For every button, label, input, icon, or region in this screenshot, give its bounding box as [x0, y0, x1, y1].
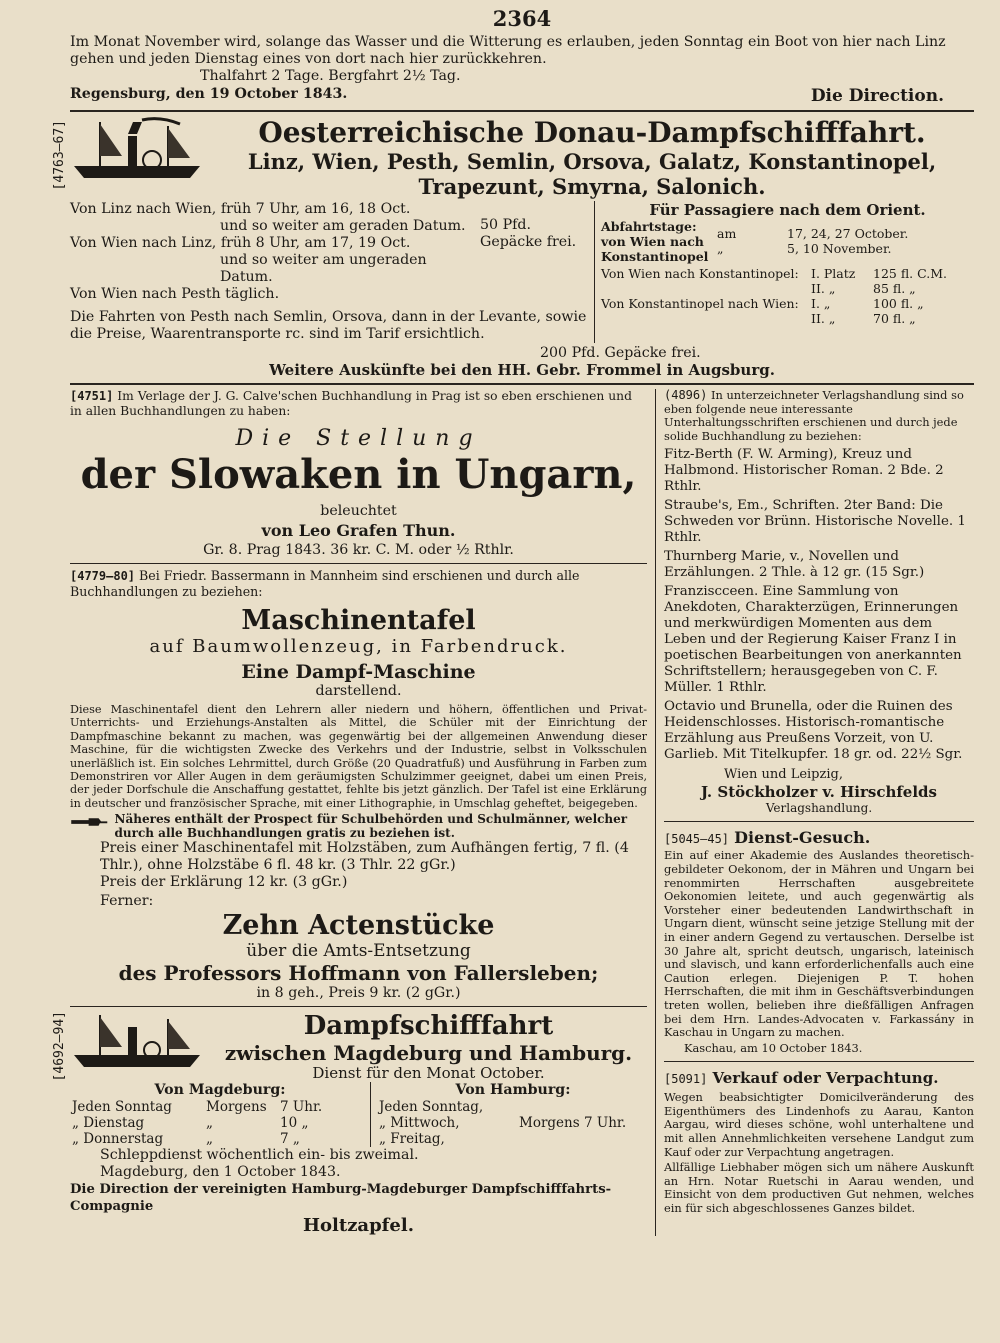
- divider: [70, 110, 974, 112]
- dienst-body: Ein auf einer Akademie des Auslandes theoretisch-gebildeter Oekonom, der in Mähren und Ungarn bei renommirten Herrschaften ausgebreitete Oekonomien leitete, und auch gegenwärtig als Vorsteher einer bedeutenden Landwirthschaft in Ungarn dient, wünscht seine jetzige Stellung mit der in einer andern Gegend zu vertauschen. Derselbe ist 30 Jahre alt, spricht deutsch, ungarisch, lateinisch und slavisch, und kann erforderlichenfalls auch eine Caution erlegen. Diejenigen P. T. hohen Herrschaften, die mit ihm in Geschäftsverbindungen treten wollen, belieben ihre dießfälligen Anfragen bei dem Hrn. Landes-Advocaten v. Farkassány in Kaschau in Ungarn zu machen.: [664, 848, 974, 1040]
- list-item: Fitz-Berth (F. W. Arming), Kreuz und Halbmond. Historischer Roman. 2 Bde. 2 Rthlr.: [664, 447, 944, 495]
- donau-price-label-1: Von Wien nach Konstantinopel:: [601, 266, 799, 281]
- regensburg-place-date: Regensburg, den 19 October 1843.: [70, 86, 348, 102]
- bassermann-prospect: Näheres enthält der Prospect für Schulbehörden und Schulmänner, welcher durch alle Buchhandlungen gratis zu beziehen ist.: [114, 812, 628, 840]
- donau-baggage-orient: 200 Pfd. Gepäcke frei.: [540, 345, 701, 361]
- left-column: [52, 389, 656, 1237]
- donau-route-2: Trapezunt, Smyrna, Salonich.: [418, 174, 766, 199]
- stockholzer-ref: (4896): [664, 388, 708, 402]
- calve-ref: [4751]: [70, 389, 114, 403]
- magdeburg-md-table: [70, 1099, 324, 1147]
- divider: [70, 1006, 647, 1007]
- magdeburg-title: Dampfschifffahrt: [303, 1011, 554, 1042]
- donau-wien-linz: Von Wien nach Linz, früh 8 Uhr, am 17, 19 Oct.: [70, 235, 411, 251]
- regensburg-notice: Im Monat November wird, solange das Wasser und die Witterung es erlauben, jeden Sonntag ein Boot von hier nach Linz gehen und jeden Dienstag eines von dort nach hier zurückkehren.: [70, 34, 946, 67]
- stockholzer-sign-2: Verlagshandlung.: [765, 801, 873, 816]
- donau-price-class: II. „: [811, 281, 836, 296]
- table-row: „ Donnerstag „ 7 „: [72, 1131, 300, 1148]
- donau-price-class: I. Platz: [811, 266, 856, 281]
- divider: [70, 383, 974, 385]
- donau-title: Oesterreichische Donau-Dampfschifffahrt.: [258, 116, 926, 149]
- magdeburg-route: zwischen Magdeburg und Hamburg.: [224, 1041, 633, 1066]
- calve-title-1: Die Stellung: [235, 426, 482, 451]
- donau-price-value: 125 fl. C.M.: [873, 266, 947, 281]
- donau-dep-am: am: [717, 226, 737, 241]
- divider: [70, 563, 647, 564]
- list-item: Thurnberg Marie, v., Novellen und Erzählungen. 2 Thle. à 12 gr. (15 Sgr.): [664, 549, 925, 581]
- steamship-icon: [70, 1011, 210, 1073]
- donau-linz-wien-2: und so weiter am geraden Datum.: [220, 218, 466, 234]
- donau-wien-linz-2: und so weiter am ungeraden Datum.: [220, 252, 427, 285]
- list-item: Franziscceen. Eine Sammlung von Anekdoten, Charakterzügen, Erinnerungen und merkwürdigen Momenten aus dem Leben und der Regierung Kaiser Franz I in poetischen Bearbeitungen von anerkannten Schriftstellern; herausgegeben von C. F. Müller. 1 Rthlr.: [664, 584, 962, 696]
- list-item: Octavio und Brunella, oder die Ruinen des Heidenschlosses. Historisch-romantische Erzählung aus Preußens Vorzeit, von U. Garlieb. Mit Titelkupfer. 18 gr. od. 22½ Sgr.: [664, 699, 963, 763]
- magdeburg-company: Die Direction der vereinigten Hamburg-Magdeburger Dampfschifffahrts-Compagnie: [70, 1182, 612, 1215]
- donau-dep-label-2: von Wien nach: [601, 234, 704, 249]
- magdeburg-ref: [4692—94]: [52, 1011, 67, 1082]
- donau-price-value: 100 fl. „: [873, 296, 924, 311]
- donau-dep-date-2: 5, 10 November.: [787, 241, 892, 256]
- donau-orient-title: Für Passagiere nach dem Orient.: [649, 201, 926, 219]
- donau-dep-date-1: 17, 24, 27 October.: [787, 226, 909, 241]
- donau-route-1: Linz, Wien, Pesth, Semlin, Orsova, Galatz, Konstantinopel,: [247, 149, 937, 174]
- donau-price-value: 85 fl. „: [873, 281, 916, 296]
- donau-dep-label-1: Abfahrtstage:: [601, 219, 697, 234]
- magdeburg-hh-day: „ Mittwoch,: [379, 1115, 460, 1132]
- list-item: Straube's, Em., Schriften. 2ter Band: Die Schweden vor Brünn. Historische Novelle. 1 Rthlr.: [664, 498, 966, 546]
- stockholzer-sign: J. Stöckholzer v. Hirschfelds: [700, 783, 937, 802]
- calve-intro: Im Verlage der J. G. Calve'schen Buchhandlung in Prag ist so eben erschienen und in allen Buchhandlungen zu haben:: [70, 389, 632, 418]
- bassermann-sub-3: über die Amts-Entsetzung: [246, 941, 471, 962]
- verkauf-body: Wegen beabsichtigter Domicilveränderung des Eigenthümers des Lindenhofs zu Aarau, Kanton Aargau, wird dieses schöne, wohl unterhaltene und mit allen Annehmlichkeiten versehene Landgut zum Kauf oder zur Verpachtung angetragen.: [664, 1090, 974, 1159]
- magdeburg-hh-day: Jeden Sonntag,: [379, 1099, 484, 1116]
- verkauf-ref: [5091]: [664, 1072, 708, 1087]
- regensburg-times: Thalfahrt 2 Tage. Bergfahrt 2½ Tag.: [200, 68, 461, 84]
- magdeburg-hh-time: Morgens 7 Uhr.: [519, 1115, 627, 1132]
- donau-linz-wien: Von Linz nach Wien, früh 7 Uhr, am 16, 18 Oct.: [70, 201, 411, 217]
- verkauf-body-2: Allfällige Liebhaber mögen sich um nähere Auskunft an Hrn. Notar Ruetschi in Aarau wenden, und Einsicht von dem productiven Gut nehmen, welches ein für sich abgeschlossenes Ganzes bildet.: [664, 1160, 974, 1216]
- donau-ref: [4763—67]: [52, 120, 67, 191]
- dienst-advert: [664, 828, 974, 1055]
- dienst-date: Kaschau, am 10 October 1843.: [684, 1040, 863, 1055]
- calve-sub-1: beleuchtet: [320, 503, 397, 519]
- calve-title-2: der Slowaken in Ungarn,: [80, 451, 637, 498]
- bassermann-price-1: Preis einer Maschinentafel mit Holzstäben, zum Aufhängen fertig, 7 fl. (4 Thlr.), ohne Holzstäbe 6 fl. 48 kr. (3 Thlr. 22 gGr.): [100, 840, 629, 874]
- bassermann-body: Diese Maschinentafel dient den Lehrern aller niedern und höhern, öffentlichen und Privat-Unterrichts- und Erziehungs-Anstalten als Mittel, die Schüler mit der Einrichtung der Dampfmaschine bekannt zu machen, was gegenwärtig bei der allgemeinen Anwendung dieser Maschine, für die wichtigsten Zwecke des Verkehrs und der Industrie, selbst in Volksschulen unerläßlich ist. Ein solches Lehrmittel, durch Größe (20 Quadratfuß) und Ausführung in Farben zum Demonstriren vor Aller Augen in dem geräumigsten Schulzimmer geeignet, dabei um einen Preis, der jeder Dorfschule die Anschaffung gestattet, fehlte bis jetzt gänzlich. Der Tafel ist eine Erklärung in deutscher und französischer Sprache, mit einer Lithographie, in Umschlag geheftet, beigegeben.: [70, 703, 647, 810]
- bassermann-ferner: Ferner:: [100, 893, 154, 910]
- donau-price-class: II. „: [811, 311, 836, 326]
- verkauf-advert: [664, 1068, 974, 1215]
- magdeburg-tow: Schleppdienst wöchentlich ein- bis zweimal.: [100, 1147, 419, 1164]
- bassermann-title: Maschinentafel: [241, 605, 476, 636]
- right-column: [656, 389, 974, 1236]
- calve-author: von Leo Grafen Thun.: [261, 521, 456, 540]
- stockholzer-place: Wien und Leipzig,: [724, 767, 843, 783]
- magdeburg-advert: [52, 1011, 647, 1237]
- bassermann-title-2: Eine Dampf-Maschine: [241, 661, 476, 683]
- table-row: Jeden Sonntag Morgens 7 Uhr.: [72, 1099, 323, 1116]
- bassermann-sub: auf Baumwollenzeug, in Farbendruck.: [149, 636, 568, 657]
- dienst-ref: [5045—45]: [664, 832, 730, 847]
- bassermann-price-2: Preis der Erklärung 12 kr. (3 gGr.): [100, 874, 348, 891]
- magdeburg-from-hh: Von Hamburg:: [455, 1082, 571, 1099]
- regensburg-signature: Die Direction.: [810, 86, 944, 106]
- donau-dep-ditto: „: [717, 241, 724, 256]
- magdeburg-hh-day: „ Freitag,: [379, 1131, 445, 1148]
- donau-left-note: Die Fahrten von Pesth nach Semlin, Orsova, dann in der Levante, sowie die Preise, Waarentransporte rc. sind im Tarif ersichtlich.: [70, 309, 587, 342]
- bassermann-intro: Bei Friedr. Bassermann in Mannheim sind erschienen und durch alle Buchhandlungen zu beziehen:: [70, 568, 580, 599]
- table-row: „ Dienstag „ 10 „: [72, 1115, 309, 1132]
- donau-price-class: I. „: [811, 296, 831, 311]
- divider: [664, 1061, 974, 1062]
- donau-baggage-1: 50 Pfd.: [480, 217, 531, 233]
- bassermann-advert: [70, 568, 647, 1002]
- divider: [664, 821, 974, 822]
- bassermann-sub-4: des Professors Hoffmann von Fallersleben;: [118, 961, 599, 986]
- verkauf-title: Verkauf oder Verpachtung.: [712, 1069, 939, 1088]
- donau-price-label-2: Von Konstantinopel nach Wien:: [601, 296, 799, 311]
- magdeburg-from-md: Von Magdeburg:: [154, 1082, 286, 1099]
- bassermann-title-3: Zehn Actenstücke: [222, 910, 495, 942]
- dienst-title: Dienst-Gesuch.: [734, 828, 871, 848]
- magdeburg-place-date: Magdeburg, den 1 October 1843.: [100, 1164, 341, 1181]
- page-number: 2364: [492, 6, 552, 31]
- donau-wien-pesth: Von Wien nach Pesth täglich.: [70, 286, 280, 302]
- magdeburg-sign: Holtzapfel.: [303, 1215, 414, 1237]
- magdeburg-service: Dienst für den Monat October.: [312, 1064, 545, 1083]
- steamship-icon: [70, 116, 210, 186]
- calve-price: Gr. 8. Prag 1843. 36 kr. C. M. oder ½ Rthlr.: [203, 542, 514, 558]
- donau-price-value: 70 fl. „: [873, 311, 916, 326]
- donau-dep-label-3: Konstantinopel: [601, 249, 709, 264]
- calve-advert: [70, 389, 647, 559]
- donau-further-info: Weitere Auskünfte bei den HH. Gebr. Frommel in Augsburg.: [269, 361, 775, 379]
- stockholzer-advert: [664, 389, 974, 815]
- bassermann-sub-2: darstellend.: [315, 683, 402, 699]
- donau-baggage-2: Gepäcke frei.: [480, 234, 577, 250]
- bassermann-price-3: in 8 geh., Preis 9 kr. (2 gGr.): [256, 985, 461, 1002]
- pointing-hand-icon: [70, 813, 109, 831]
- stockholzer-intro: In unterzeichneter Verlagshandlung sind so eben folgende neue interessante Unterhaltungsschriften erschienen und durch jede solide Buchhandlung zu beziehen:: [664, 388, 964, 443]
- bassermann-ref: [4779—80]: [70, 569, 136, 583]
- donau-advert: [52, 116, 974, 379]
